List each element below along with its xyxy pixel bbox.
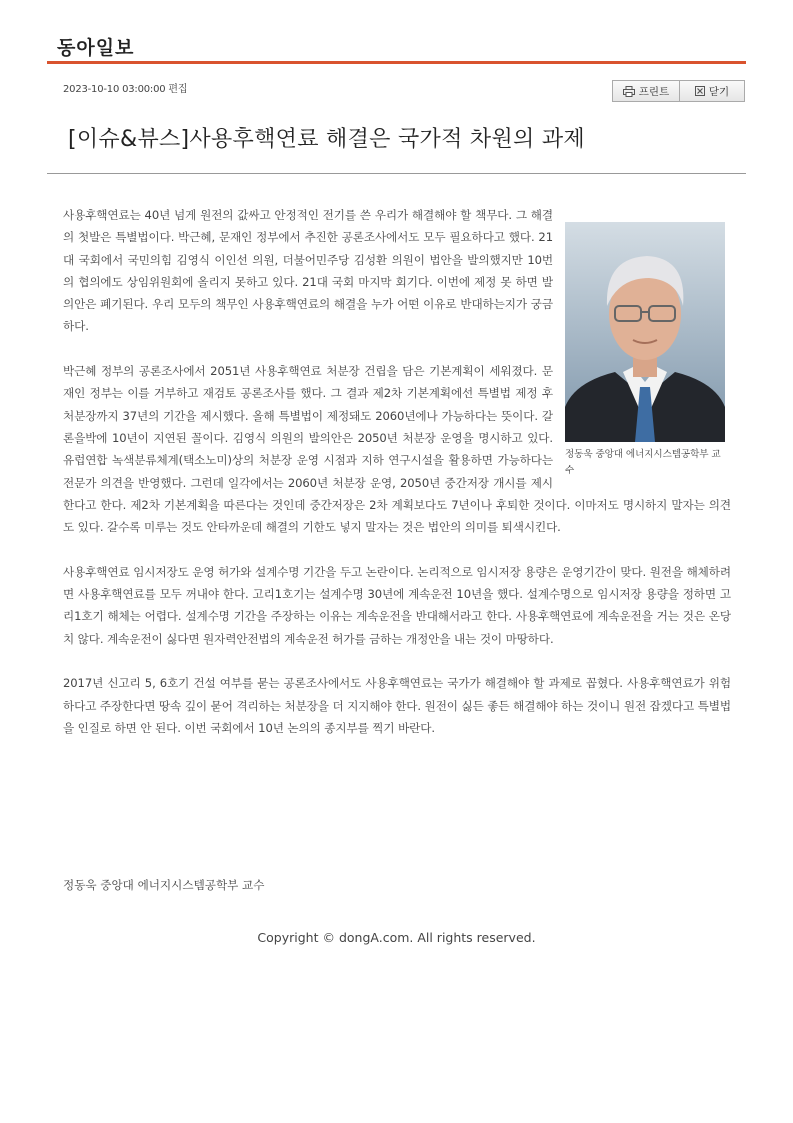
paragraph-2: 박근혜 정부의 공론조사에서 2051년 사용후핵연료 처분장 건립을 담은 기본계획이 세워졌다. 문재인 정부는 이를 거부하고 재검토 공론조사를 했다. 그 결과 제2차 기본계획에선 특별법 제정 후 처분장까지 37년의 기간을 제시했다. 올해 특별법이 제정돼도 2060년에나 가능하다는 뜻이다. 갈론을박에 10년이 지연된 꼴이다. 김영식 의원의 발의안은 2050년 처분장 운영을 명시하고 있다. 유럽연합 녹색분류체계(택소노미)상의 처분장 운영 시점과 지하 연구시설을 활용하면 가능하다는 전문가 의견을 반영했다. 그런데 일각에서는 2060년 처분장 운영, 2050년 중간저장 개시를 제시한다고 한다. 제2차 기본계획을 따른다는 것인데 중간저장은 2차 계획보다도 7년이나 후퇴한 것이다. 이마저도 명시하지 말자는 의견도 있다. 갈수록 미루는 것도 안타까운데 해결의 기한도 넣지 말자는 것은 법안의 의미를 퇴색시킨다. (63, 364, 731, 535)
header-rule (47, 61, 746, 64)
author-photo (565, 222, 725, 442)
print-label: 프린트 (638, 85, 670, 98)
newspaper-logo: 동아일보 (57, 37, 135, 59)
author-portrait (565, 222, 725, 442)
paragraph-4: 2017년 신고리 5, 6호기 건설 여부를 묻는 공론조사에서도 사용후핵연료는 국가가 해결해야 할 과제로 꼽혔다. 사용후핵연료가 위험하다고 주장한다면 땅속 깊이 묻어 격리하는 처분장을 더 지지해야 한다. 원전이 싫든 좋든 해결해야 하는 것이니 원전 잡겠다고 특별법을 인질로 하면 안 된다. 이번 국회에서 10년 논의의 종지부를 찍기 바란다. (63, 676, 731, 735)
photo-caption: 정동욱 중앙대 에너지시스템공학부 교수 (565, 449, 721, 476)
paragraph-3: 사용후핵연료 임시저장도 운영 허가와 설계수명 기간을 두고 논란이다. 논리적으로 임시저장 용량은 운영기간이 맞다. 원전을 해체하려면 사용후핵연료를 모두 꺼내야 한다. 고리1호기는 설계수명 30년에 계속운전 10년을 했다. 설계수명으로 임시저장 용량을 정하면 고리1호기 해체는 어렵다. 설계수명 기간을 주장하는 이유는 계속운전을 반대해서라고 한다. 사용후핵연료에 계속운전을 거는 것은 온당치 않다. 계속운전이 싫다면 원자력안전법의 계속운전 허가를 금하는 개정안을 내는 것이 마땅하다. (63, 564, 731, 646)
printer-icon (623, 86, 635, 97)
author-photo-box (565, 222, 733, 479)
close-icon (695, 86, 705, 96)
paragraph-1: 사용후핵연료는 40년 넘게 원전의 값싸고 안정적인 전기를 쓴 우리가 해결해야 할 책무다. 그 해결의 첫발은 특별법이다. 박근혜, 문재인 정부에서 추진한 공론조사에서도 모두 필요하다고 했다. 21대 국회에서 국민의힘 김영식 이인선 의원, 더불어민주당 김성환 의원이 법안을 발의했지만 10번의 협의에도 상임위원회에 올리지 못하고 있다. 21대 국회 마지막 회기다. 이번에 제정 못 하면 발의안은 폐기된다. 우리 모두의 책무인 사용후핵연료의 해결을 누가 어떤 이유로 반대하는지가 궁금하다. (63, 208, 553, 334)
author-byline: 정동욱 중앙대 에너지시스템공학부 교수 (63, 878, 265, 892)
article-headline: [이슈&뷰스]사용후핵연료 해결은 국가적 차원의 과제 (68, 127, 585, 152)
print-button[interactable] (613, 81, 680, 101)
headline-rule (47, 173, 746, 174)
article-toolbar (612, 80, 745, 102)
close-button[interactable] (680, 81, 744, 101)
close-label: 닫기 (708, 85, 730, 98)
article-body (63, 204, 731, 761)
copyright-notice: Copyright © dongA.com. All rights reserved. (257, 930, 536, 945)
publish-date: 2023-10-10 03:00:00 편집 (63, 84, 188, 95)
